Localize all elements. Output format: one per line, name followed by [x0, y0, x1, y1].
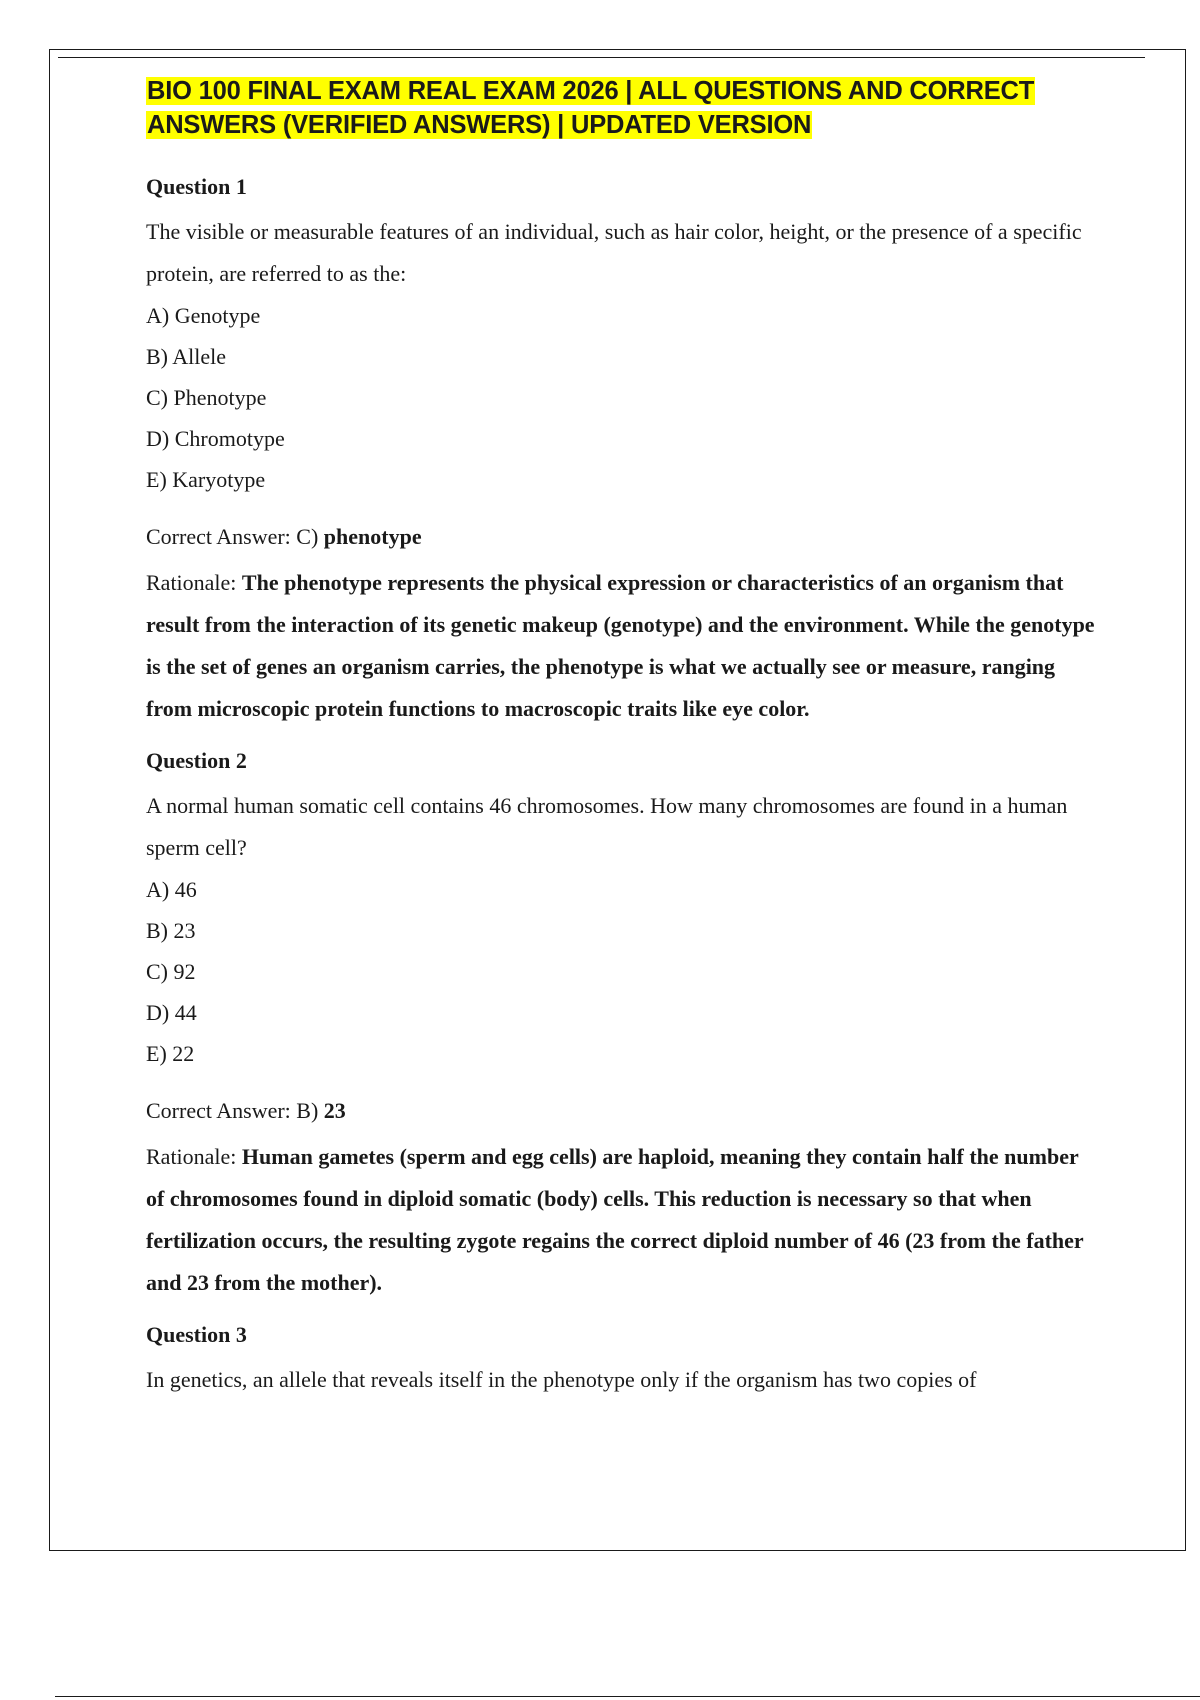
question-heading: Question 1 — [146, 174, 247, 199]
option-e: E) Karyotype — [146, 467, 266, 492]
title-line-1: BIO 100 FINAL EXAM REAL EXAM 2026 | ALL QUESTIONS AND CORRECT — [147, 77, 1035, 105]
option-c: C) 92 — [146, 959, 196, 984]
rationale-text: Human gametes (sperm and egg cells) are haploid, meaning they contain half the number of chromosomes found in diploid somatic (body) cells. This reduction is necessary so that when fertilization occurs, the resulting zygote regains the correct diploid number of 46 (23 from the father and 23 from the mother). — [146, 1144, 1084, 1295]
answer-options — [146, 295, 1096, 500]
option-c: C) Phenotype — [146, 385, 267, 410]
option-a: A) 46 — [146, 877, 197, 902]
option-d: D) 44 — [146, 1000, 197, 1025]
question-block-2 — [146, 746, 1096, 1304]
document-title — [146, 74, 1096, 142]
rationale — [146, 1136, 1096, 1304]
correct-answer-label: Correct Answer: B) — [146, 1098, 319, 1123]
rationale-label: Rationale: — [146, 1144, 237, 1169]
question-heading: Question 2 — [146, 748, 247, 773]
correct-answer-label: Correct Answer: C) — [146, 524, 319, 549]
correct-answer — [146, 1096, 1096, 1126]
question-text: In genetics, an allele that reveals itself in the phenotype only if the organism has two copies of — [146, 1367, 977, 1392]
option-b: B) Allele — [146, 344, 227, 369]
option-e: E) 22 — [146, 1041, 195, 1066]
question-block-1 — [146, 172, 1096, 730]
question-heading: Question 3 — [146, 1322, 247, 1347]
question-block-3 — [146, 1320, 1096, 1401]
answer-options — [146, 869, 1096, 1074]
rationale-text: The phenotype represents the physical expression or characteristics of an organism that result from the interaction of its genetic makeup (genotype) and the environment. While the genotype is the set of genes an organism carries, the phenotype is what we actually see or measure, ranging from microscopic protein functions to macroscopic traits like eye color. — [146, 570, 1095, 721]
page-bottom-rule — [55, 1696, 1200, 1697]
option-d: D) Chromotype — [146, 426, 285, 451]
question-text: A normal human somatic cell contains 46 chromosomes. How many chromosomes are found in a human sperm cell? — [146, 793, 1068, 860]
rationale-label: Rationale: — [146, 570, 237, 595]
title-line-2: ANSWERS (VERIFIED ANSWERS) | UPDATED VERSION — [147, 111, 812, 139]
option-a: A) Genotype — [146, 303, 261, 328]
correct-answer-value: 23 — [323, 1098, 346, 1123]
document-content — [146, 74, 1096, 1401]
correct-answer-value: phenotype — [323, 524, 422, 549]
correct-answer — [146, 522, 1096, 552]
rationale — [146, 562, 1096, 730]
question-text: The visible or measurable features of an individual, such as hair color, height, or the presence of a specific protein, are referred to as the: — [146, 219, 1082, 286]
option-b: B) 23 — [146, 918, 196, 943]
frame-top-rule — [58, 57, 1145, 58]
